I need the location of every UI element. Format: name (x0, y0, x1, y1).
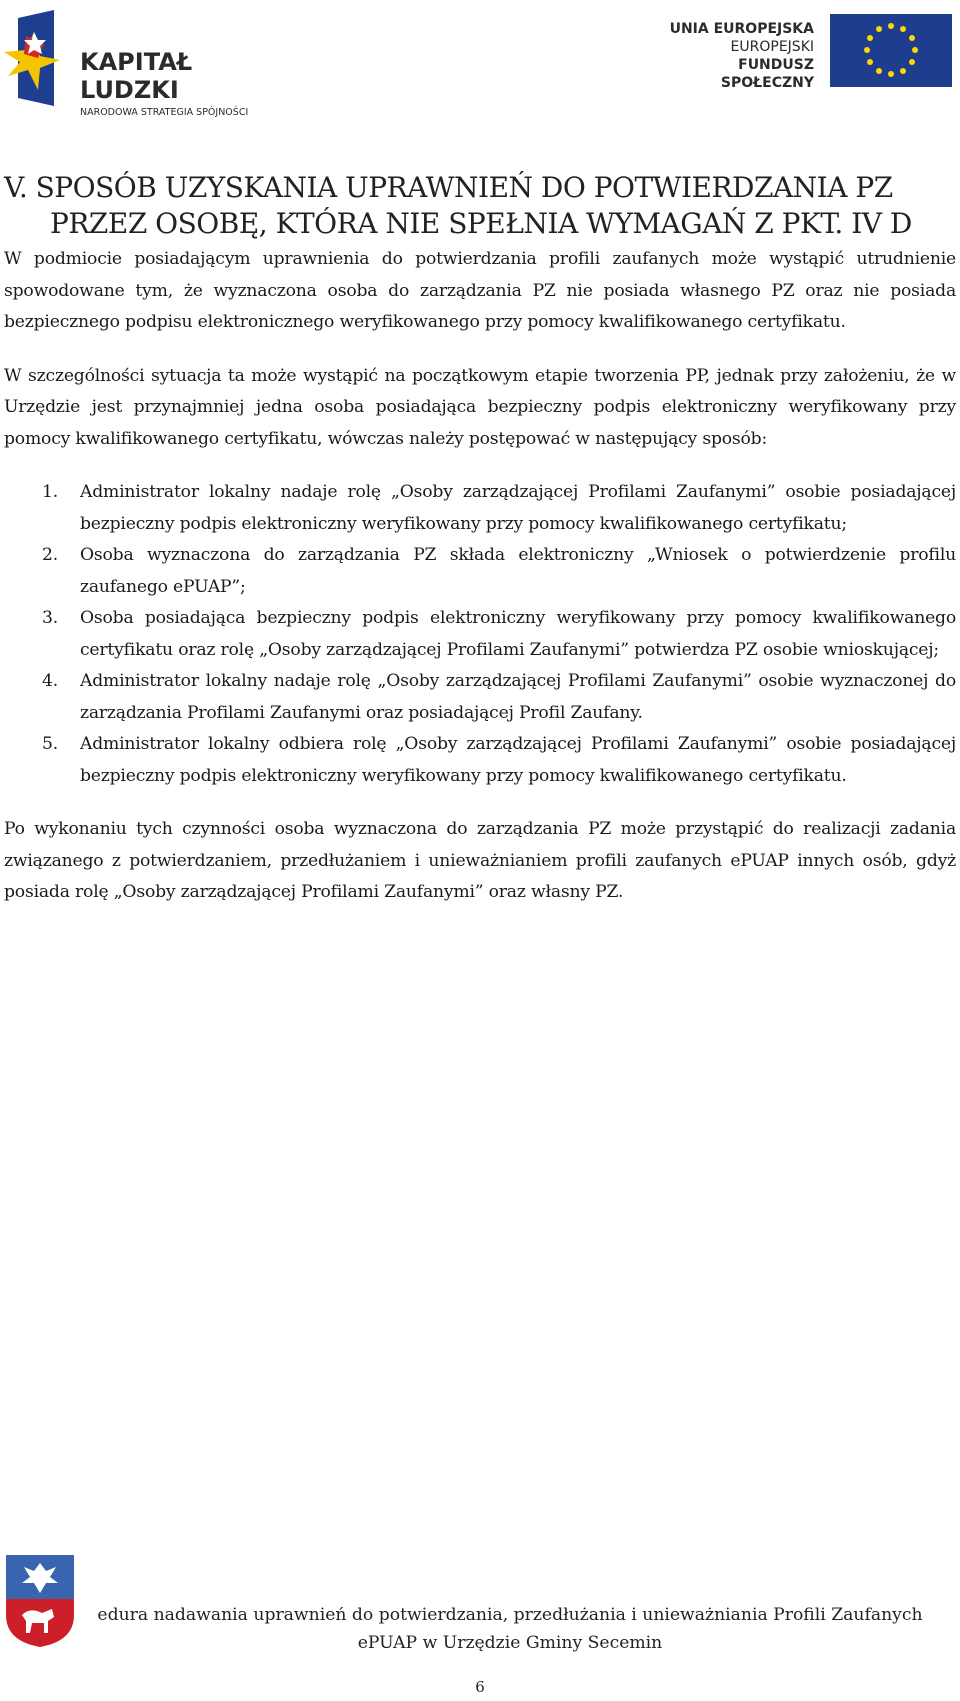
list-item (4, 540, 956, 603)
list-item (4, 477, 956, 540)
list-item-number: 5. (42, 734, 58, 754)
eu-subtitle-1: EUROPEJSKI (730, 39, 814, 55)
list-item-number: 1. (42, 482, 58, 502)
paragraph-intro: W podmiocie posiadającym uprawnienia do potwierdzania profili zaufanych może wystąpić utrudnienie spowodowane tym, że wyznaczona osoba do zarządzania PZ nie posiada własnego PZ oraz nie posiada bezpiecznego podpisu elektronicznego weryfikowanego przy pomocy kwalifikowanego certyfikatu. (4, 249, 956, 332)
kapital-ludzki-logo (4, 10, 294, 118)
paragraph-situation: W szczególności sytuacja ta może wystąpić na początkowym etapie tworzenia PP, jednak przy założeniu, że w Urzędzie jest przynajmniej jedna osoba posiadająca bezpieczny podpis elektroniczny weryfikowany przy pomocy kwalifikowanego certyfikatu, wówczas należy postępować w następujący sposób: (4, 365, 956, 449)
list-item-text: Administrator lokalny nadaje rolę „Osoby zarządzającej Profilami Zaufanymi” osobie posiadającej bezpieczny podpis elektroniczny weryfikowany przy pomocy kwalifikowanego certyfikatu; (80, 482, 956, 534)
list-item (4, 729, 956, 792)
document-body (4, 170, 956, 909)
list-item-number: 2. (42, 545, 58, 565)
eu-efs-logo (646, 14, 956, 90)
kapital-ludzki-emblem-icon (4, 10, 64, 106)
list-item-number: 4. (42, 671, 58, 691)
gmina-crest-icon (4, 1555, 76, 1647)
list-item (4, 666, 956, 729)
steps-list (4, 477, 956, 792)
paragraph-conclusion: Po wykonaniu tych czynności osoba wyznaczona do zarządzania PZ może przystąpić do realizacji zadania związanego z potwierdzaniem, przedłużaniem i unieważnianiem profili zaufanych ePUAP innych osób, gdyż posiada rolę „Osoby zarządzającej Profilami Zaufanymi” oraz własny PZ. (4, 819, 956, 902)
eu-title: UNIA EUROPEJSKA (669, 21, 814, 37)
section-heading-line-2: PRZEZ OSOBĘ, KTÓRA NIE SPEŁNIA WYMAGAŃ Z PKT. IV D (50, 207, 912, 240)
section-heading-line-1: V. SPOSÓB UZYSKANIA UPRAWNIEŃ DO POTWIERDZANIA PZ (4, 171, 893, 204)
list-item (4, 603, 956, 666)
eu-flag-icon (830, 14, 952, 87)
page-number: 6 (475, 1678, 485, 1696)
kapital-ludzki-title: KAPITAŁ LUDZKI (80, 48, 193, 104)
list-item-text: Administrator lokalny nadaje rolę „Osoby zarządzającej Profilami Zaufanymi” osobie wyznaczonej do zarządzania Profilami Zaufanymi oraz posiadającej Profil Zaufany. (80, 671, 956, 723)
section-heading (4, 170, 956, 242)
list-item-text: Administrator lokalny odbiera rolę „Osoby zarządzającej Profilami Zaufanymi” osobie posiadającej bezpieczny podpis elektroniczny weryfikowany przy pomocy kwalifikowanego certyfikatu. (80, 734, 956, 786)
list-item-number: 3. (42, 608, 58, 628)
footer-title (70, 1601, 950, 1657)
list-item-text: Osoba wyznaczona do zarządzania PZ składa elektroniczny „Wniosek o potwierdzenie profilu zaufanego ePUAP”; (80, 545, 956, 597)
footer-line-1: edura nadawania uprawnień do potwierdzania, przedłużania i unieważniania Profili Zaufanych (97, 1605, 923, 1625)
eu-subtitle-2: FUNDUSZ SPOŁECZNY (720, 57, 814, 91)
kapital-ludzki-subtitle: NARODOWA STRATEGIA SPÓJNOŚCI (80, 107, 249, 118)
list-item-text: Osoba posiadająca bezpieczny podpis elektroniczny weryfikowany przy pomocy kwalifikowanego certyfikatu oraz rolę „Osoby zarządzającej Profilami Zaufanymi” potwierdza PZ osobie wnioskującej; (80, 608, 956, 660)
footer-line-2: ePUAP w Urzędzie Gminy Secemin (357, 1633, 663, 1653)
